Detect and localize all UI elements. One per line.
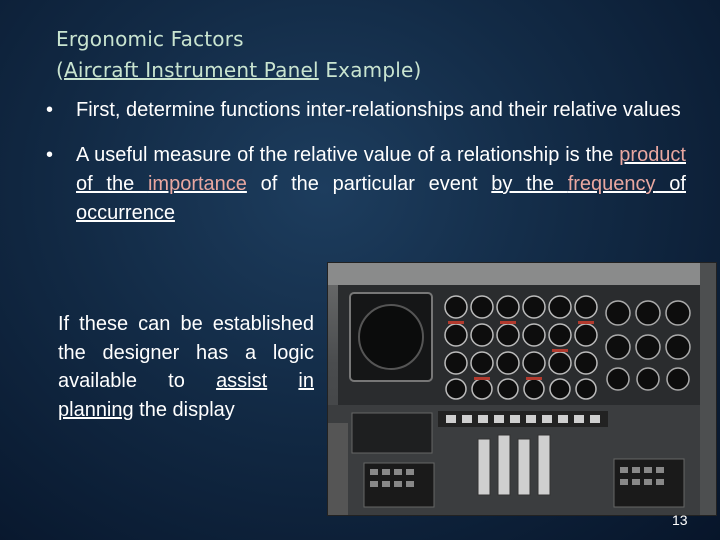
underlined-assist: assist — [216, 370, 268, 392]
bullet-item — [46, 141, 686, 228]
bullet-item — [46, 96, 686, 125]
title-underlined: Aircraft Instrument Panel — [64, 58, 319, 82]
highlight-frequency: frequency — [567, 173, 656, 195]
side-paragraph — [58, 310, 314, 424]
side-text-part: the display — [133, 398, 235, 421]
highlight-product: product — [619, 144, 686, 166]
underlined-by-the: by the — [491, 173, 568, 195]
underlined-of-occurrence: of occurrence — [76, 173, 686, 224]
cockpit-illustration — [328, 263, 717, 516]
title-line-2 — [56, 55, 422, 86]
underlined-of-the: of the — [76, 173, 148, 195]
title-open-paren: ( — [56, 58, 65, 82]
bullet-text: First, determine functions inter-relationships and their relative values — [76, 99, 681, 121]
bullet-marker: • — [46, 99, 54, 121]
bullet-text-part: A useful measure of the relative value of a relationship is the — [76, 144, 620, 166]
side-text-part: If these can be established the designer has a logic available to — [58, 313, 314, 392]
underlined-planning: planning — [58, 398, 134, 421]
slide-title — [56, 24, 422, 86]
bullet-marker: • — [46, 144, 54, 166]
cockpit-instrument-panel-photo — [327, 262, 717, 516]
underlined-in: in — [298, 370, 314, 392]
title-rest: Example) — [318, 58, 422, 82]
bullet-list — [46, 96, 686, 244]
title-line-1: Ergonomic Factors — [56, 27, 244, 51]
page-number: 13 — [672, 512, 688, 528]
bullet-text — [76, 141, 686, 228]
bullet-text-part: of the particular event — [246, 173, 492, 195]
highlight-importance: importance — [147, 173, 247, 195]
